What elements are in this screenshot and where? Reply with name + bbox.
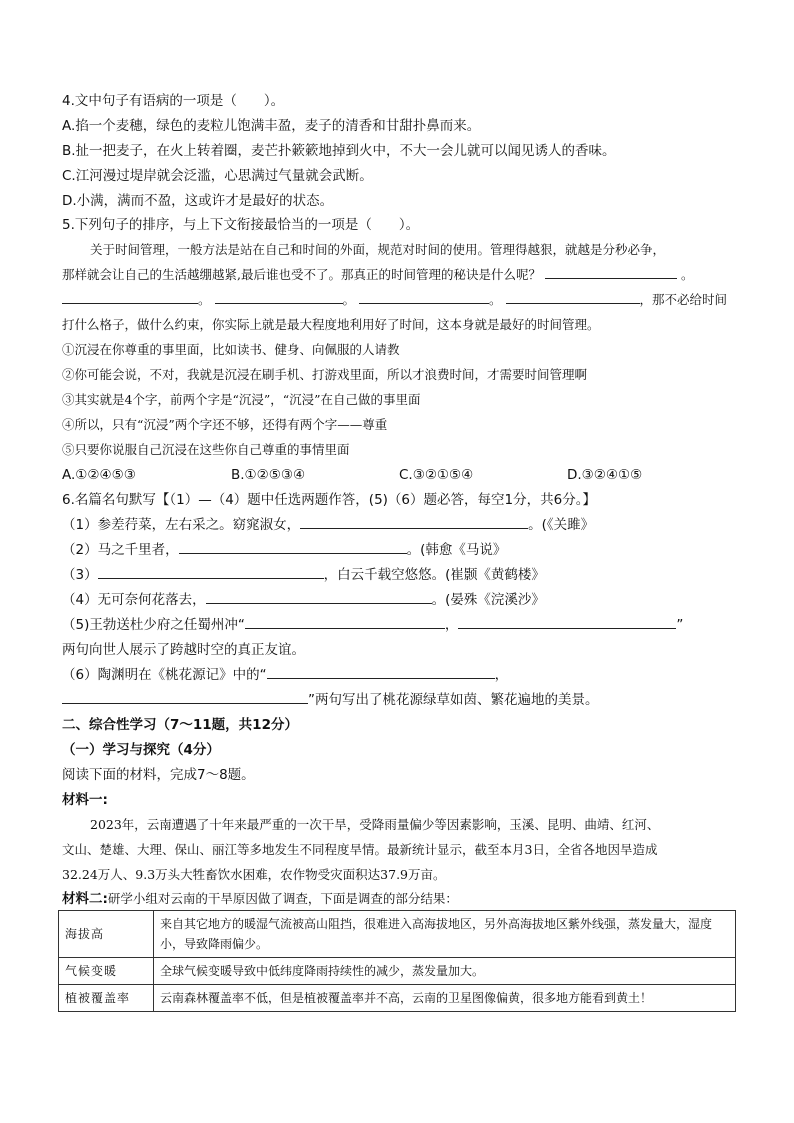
q6-item-4 (62, 591, 545, 609)
q6-item2-blank[interactable] (179, 541, 407, 554)
survey-table (58, 910, 736, 1012)
table-key: 植被覆盖率 (59, 985, 154, 1012)
q5-period: 。 (680, 267, 694, 282)
q5-passage-text: 那样就会让自己的生活越绷越紧,最后谁也受不了。那真正的时间管理的秘诀是什么呢？ (62, 267, 541, 282)
q5-sentence-1: ①沉浸在你尊重的事里面，比如读书、健身、向佩服的人请教 (62, 342, 400, 357)
q6-item3-blank[interactable] (98, 566, 324, 579)
material2-heading (62, 890, 458, 908)
q6-item6-tail: ”两句写出了桃花源绿草如茵、繁花遍地的美景。 (308, 692, 599, 708)
table-value: 全球气候变暖导致中低纬度降雨持续性的减少，蒸发量加大。 (154, 958, 736, 985)
q5-blank-5[interactable] (506, 291, 640, 304)
table-value: 云南森林覆盖率不低，但是植被覆盖率并不高，云南的卫星图像偏黄，很多地方能看到黄土！ (154, 985, 736, 1012)
q6-item6-line2 (62, 691, 599, 709)
q6-item5-blank-1[interactable] (245, 616, 445, 629)
q5-period: 。 (489, 292, 502, 307)
q6-item6-blank-1[interactable] (267, 666, 495, 679)
q6-item5-text: （5)王勃送杜少府之任蜀州冲“ (62, 617, 245, 633)
q6-item1-blank[interactable] (300, 516, 528, 529)
section2-title: 二、综合性学习（7～11题，共12分） (62, 717, 298, 733)
q6-item6-blank-2[interactable] (62, 691, 308, 704)
table-row (59, 958, 736, 985)
material2-label: 材料二: (62, 891, 108, 907)
q6-item4-source: 。(晏殊《浣溪沙》 (431, 592, 545, 608)
q6-item-6 (62, 666, 508, 684)
q6-stem: 6.名篇名句默写【（1）—（4）题中任选两题作答，(5)（6）题必答，每空1分，共6分。】 (62, 492, 596, 508)
q5-passage-line1: 关于时间管理，一般方法是站在自己和时间的外面，规范对时间的使用。管理得越狠，就越是分秒必争， (90, 242, 666, 257)
q5-period: 。 (198, 292, 211, 307)
q5-blank-4[interactable] (359, 291, 489, 304)
q6-item6-comma: ， (494, 667, 509, 683)
material1-line2: 文山、楚雄、大理、保山、丽江等多地发生不同程度旱情。最新统计显示，截至本月3日，全省各地因旱造成 (62, 842, 658, 857)
q6-item2-text: （2）马之千里者， (62, 542, 179, 558)
q5-passage-line2 (62, 266, 693, 284)
q4-option-b: B.扯一把麦子，在火上转着圈，麦芒扑簌簌地掉到火中，不大一会儿就可以闻见诱人的香味。 (62, 143, 616, 159)
q6-item1-source: 。(《关雎》 (528, 517, 595, 533)
q6-item5-blank-2[interactable] (458, 616, 676, 629)
q6-item6-text: （6）陶渊明在《桃花源记》中的“ (62, 667, 267, 683)
table-row (59, 985, 736, 1012)
q5-blank-1[interactable] (545, 266, 677, 279)
q5-choice-c: C.③②①⑤④ (399, 467, 474, 483)
q6-item-5 (62, 616, 683, 634)
material1-label: 材料一: (62, 792, 108, 808)
q4-stem: 4.文中句子有语病的一项是（ ）。 (62, 93, 285, 109)
q4-option-c: C.江河漫过堤岸就会泛滥，心思满过气量就会武断。 (62, 168, 373, 184)
material1-line1: 2023年，云南遭遇了十年来最严重的一次干旱，受降雨量偏少等因素影响，玉溪、昆明、曲靖、红河、 (90, 817, 660, 832)
q6-item5-line2: 两句向世人展示了跨越时空的真正友谊。 (62, 642, 305, 658)
q6-item4-blank[interactable] (206, 591, 432, 604)
q4-option-d: D.小满，满而不盈，这或许才是最好的状态。 (62, 193, 334, 209)
q5-choice-a: A.①②④⑤③ (62, 467, 136, 483)
q5-blank-2[interactable] (62, 291, 198, 304)
q5-tail-text: ，那不必给时间 (639, 292, 728, 307)
q6-item2-source: 。(韩愈《马说》 (406, 542, 507, 558)
q5-passage-line3 (62, 291, 727, 309)
q5-blank-3[interactable] (215, 291, 343, 304)
q6-item3-num: （3） (62, 567, 98, 583)
q6-item4-text: （4）无可奈何花落去， (62, 592, 206, 608)
q4-option-a: A.掐一个麦穗，绿色的麦粒儿饱满丰盈，麦子的清香和甘甜扑鼻而来。 (62, 118, 481, 134)
q6-item3-text: ，白云千载空悠悠。(崔颢《黄鹤楼》 (323, 567, 545, 583)
table-key: 气候变暖 (59, 958, 154, 985)
section2-subtitle: （一）学习与探究（4分） (62, 742, 220, 758)
q6-item-1 (62, 516, 594, 534)
q6-item1-text: （1）参差荇菜，左右采之。窈窕淑女， (62, 517, 301, 533)
q5-passage-line4: 打什么格子，做什么约束，你实际上就是最大程度地利用好了时间，这本身就是最好的时间管理。 (62, 317, 600, 332)
q5-sentence-5: ⑤只要你说服自己沉浸在这些你自己尊重的事情里面 (62, 442, 350, 457)
section2-instruction: 阅读下面的材料，完成7～8题。 (62, 767, 255, 783)
q5-stem: 5.下列句子的排序，与上下文衔接最恰当的一项是（ ）。 (62, 217, 420, 233)
table-value: 来自其它地方的暖湿气流被高山阻挡，很难进入高海拔地区，另外高海拔地区紫外线强，蒸发量大，湿度小，导致降雨偏少。 (154, 911, 736, 958)
q5-sentence-3: ③其实就是4个字，前两个字是“沉浸”，“沉浸”在自己做的事里面 (62, 392, 421, 407)
q5-period: 。 (342, 292, 356, 307)
material1-line3: 32.24万人、9.3万头大牲畜饮水困难，农作物受灾面积达37.9万亩。 (62, 867, 446, 882)
q5-sentence-4: ④所以，只有“沉浸”两个字还不够，还得有两个字——尊重 (62, 417, 388, 432)
q6-item5-comma: ， (444, 617, 459, 633)
material2-text: 研学小组对云南的干旱原因做了调查，下面是调查的部分结果： (107, 891, 458, 906)
q5-sentence-2: ②你可能会说，不对，我就是沉浸在刷手机、打游戏里面，所以才浪费时间，才需要时间管理啊 (62, 367, 588, 382)
q6-item-2 (62, 541, 506, 559)
q5-choice-b: B.①②⑤③④ (231, 467, 306, 483)
q6-item-3 (62, 566, 545, 584)
q5-choice-d: D.③②④①⑤ (567, 467, 643, 483)
table-row (59, 911, 736, 958)
table-key: 海拔高 (59, 911, 154, 958)
q6-item5-close-quote: ” (676, 617, 684, 633)
